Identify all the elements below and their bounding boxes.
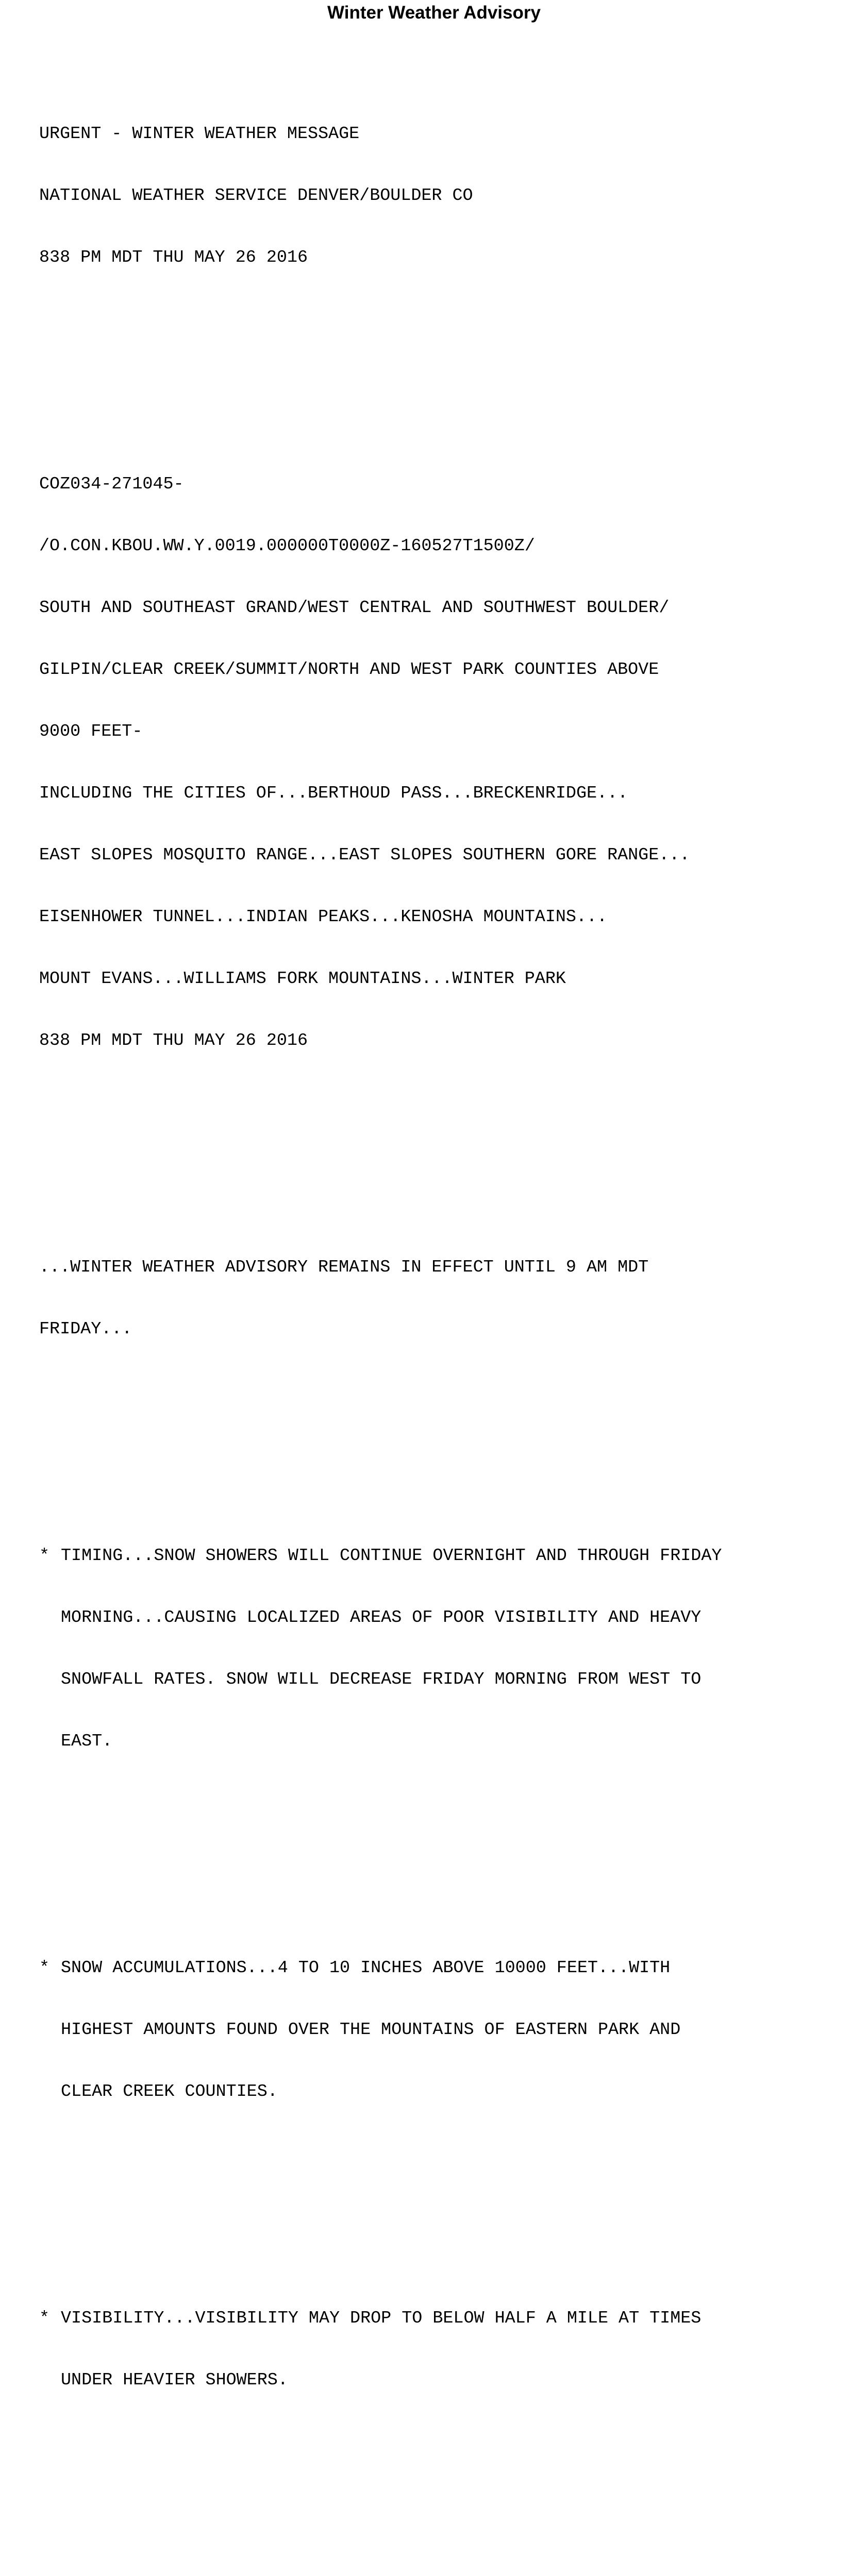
bullet-text: SNOW ACCUMULATIONS...4 TO 10 INCHES ABOVE 10000 FEET...WITH — [61, 1958, 671, 1978]
bullet-impacts — [39, 2555, 833, 2576]
bullet-text: VISIBILITY...VISIBILITY MAY DROP TO BELOW HALF A MILE AT TIMES — [61, 2309, 702, 2328]
header-line: URGENT - WINTER WEATHER MESSAGE — [39, 124, 360, 144]
bullet-marker: * — [39, 1958, 50, 1978]
zone-line: EISENHOWER TUNNEL...INDIAN PEAKS...KENOSHA MOUNTAINS... — [39, 907, 608, 927]
page-title: Winter Weather Advisory — [327, 3, 541, 23]
header-line: NATIONAL WEATHER SERVICE DENVER/BOULDER CO — [39, 186, 473, 206]
zone-line: GILPIN/CLEAR CREEK/SUMMIT/NORTH AND WEST PARK COUNTIES ABOVE — [39, 660, 659, 680]
blank-line — [39, 2473, 833, 2494]
zone-line: 838 PM MDT THU MAY 26 2016 — [39, 1031, 308, 1050]
zone-line: EAST SLOPES MOSQUITO RANGE...EAST SLOPES SOUTHERN GORE RANGE... — [39, 845, 690, 865]
zone-line: MOUNT EVANS...WILLIAMS FORK MOUNTAINS...WINTER PARK — [39, 969, 566, 989]
zone-block — [39, 433, 833, 1092]
bullet-marker: * — [39, 1546, 50, 1566]
blank-line — [39, 2184, 833, 2205]
bullet-snow-accumulations — [39, 1917, 833, 2143]
bullet-text: CLEAR CREEK COUNTIES. — [61, 2082, 278, 2102]
blank-line — [39, 1834, 833, 1855]
zone-line: 9000 FEET- — [39, 722, 143, 741]
bullet-text: HIGHEST AMOUNTS FOUND OVER THE MOUNTAINS OF EASTERN PARK AND — [61, 2020, 681, 2040]
bullet-text: SNOWFALL RATES. SNOW WILL DECREASE FRIDAY MORNING FROM WEST TO — [61, 1670, 702, 1689]
headline-line: FRIDAY... — [39, 1319, 132, 1339]
advisory-bulletin — [39, 41, 833, 2576]
bullet-text: TIMING...SNOW SHOWERS WILL CONTINUE OVERNIGHT AND THROUGH FRIDAY — [61, 1546, 722, 1566]
zone-line: COZ034-271045- — [39, 474, 184, 494]
bullet-text: EAST. — [61, 1732, 113, 1751]
blank-line — [39, 1133, 833, 1154]
zone-line: INCLUDING THE CITIES OF...BERTHOUD PASS...BRECKENRIDGE... — [39, 784, 628, 803]
bullet-text: UNDER HEAVIER SHOWERS. — [61, 2370, 288, 2390]
bullet-marker: * — [39, 2309, 50, 2328]
zone-line: /O.CON.KBOU.WW.Y.0019.000000T0000Z-160527T1500Z/ — [39, 536, 535, 556]
header-line: 838 PM MDT THU MAY 26 2016 — [39, 248, 308, 267]
blank-line — [39, 1422, 833, 1443]
message-header — [39, 82, 833, 309]
bullet-visibility — [39, 2267, 833, 2432]
headline — [39, 1216, 833, 1381]
bullet-timing — [39, 1504, 833, 1793]
bullet-text: MORNING...CAUSING LOCALIZED AREAS OF POOR VISIBILITY AND HEAVY — [61, 1608, 702, 1628]
zone-line: SOUTH AND SOUTHEAST GRAND/WEST CENTRAL AND SOUTHWEST BOULDER/ — [39, 598, 670, 618]
headline-line: ...WINTER WEATHER ADVISORY REMAINS IN EFFECT UNTIL 9 AM MDT — [39, 1258, 649, 1277]
blank-line — [39, 350, 833, 371]
